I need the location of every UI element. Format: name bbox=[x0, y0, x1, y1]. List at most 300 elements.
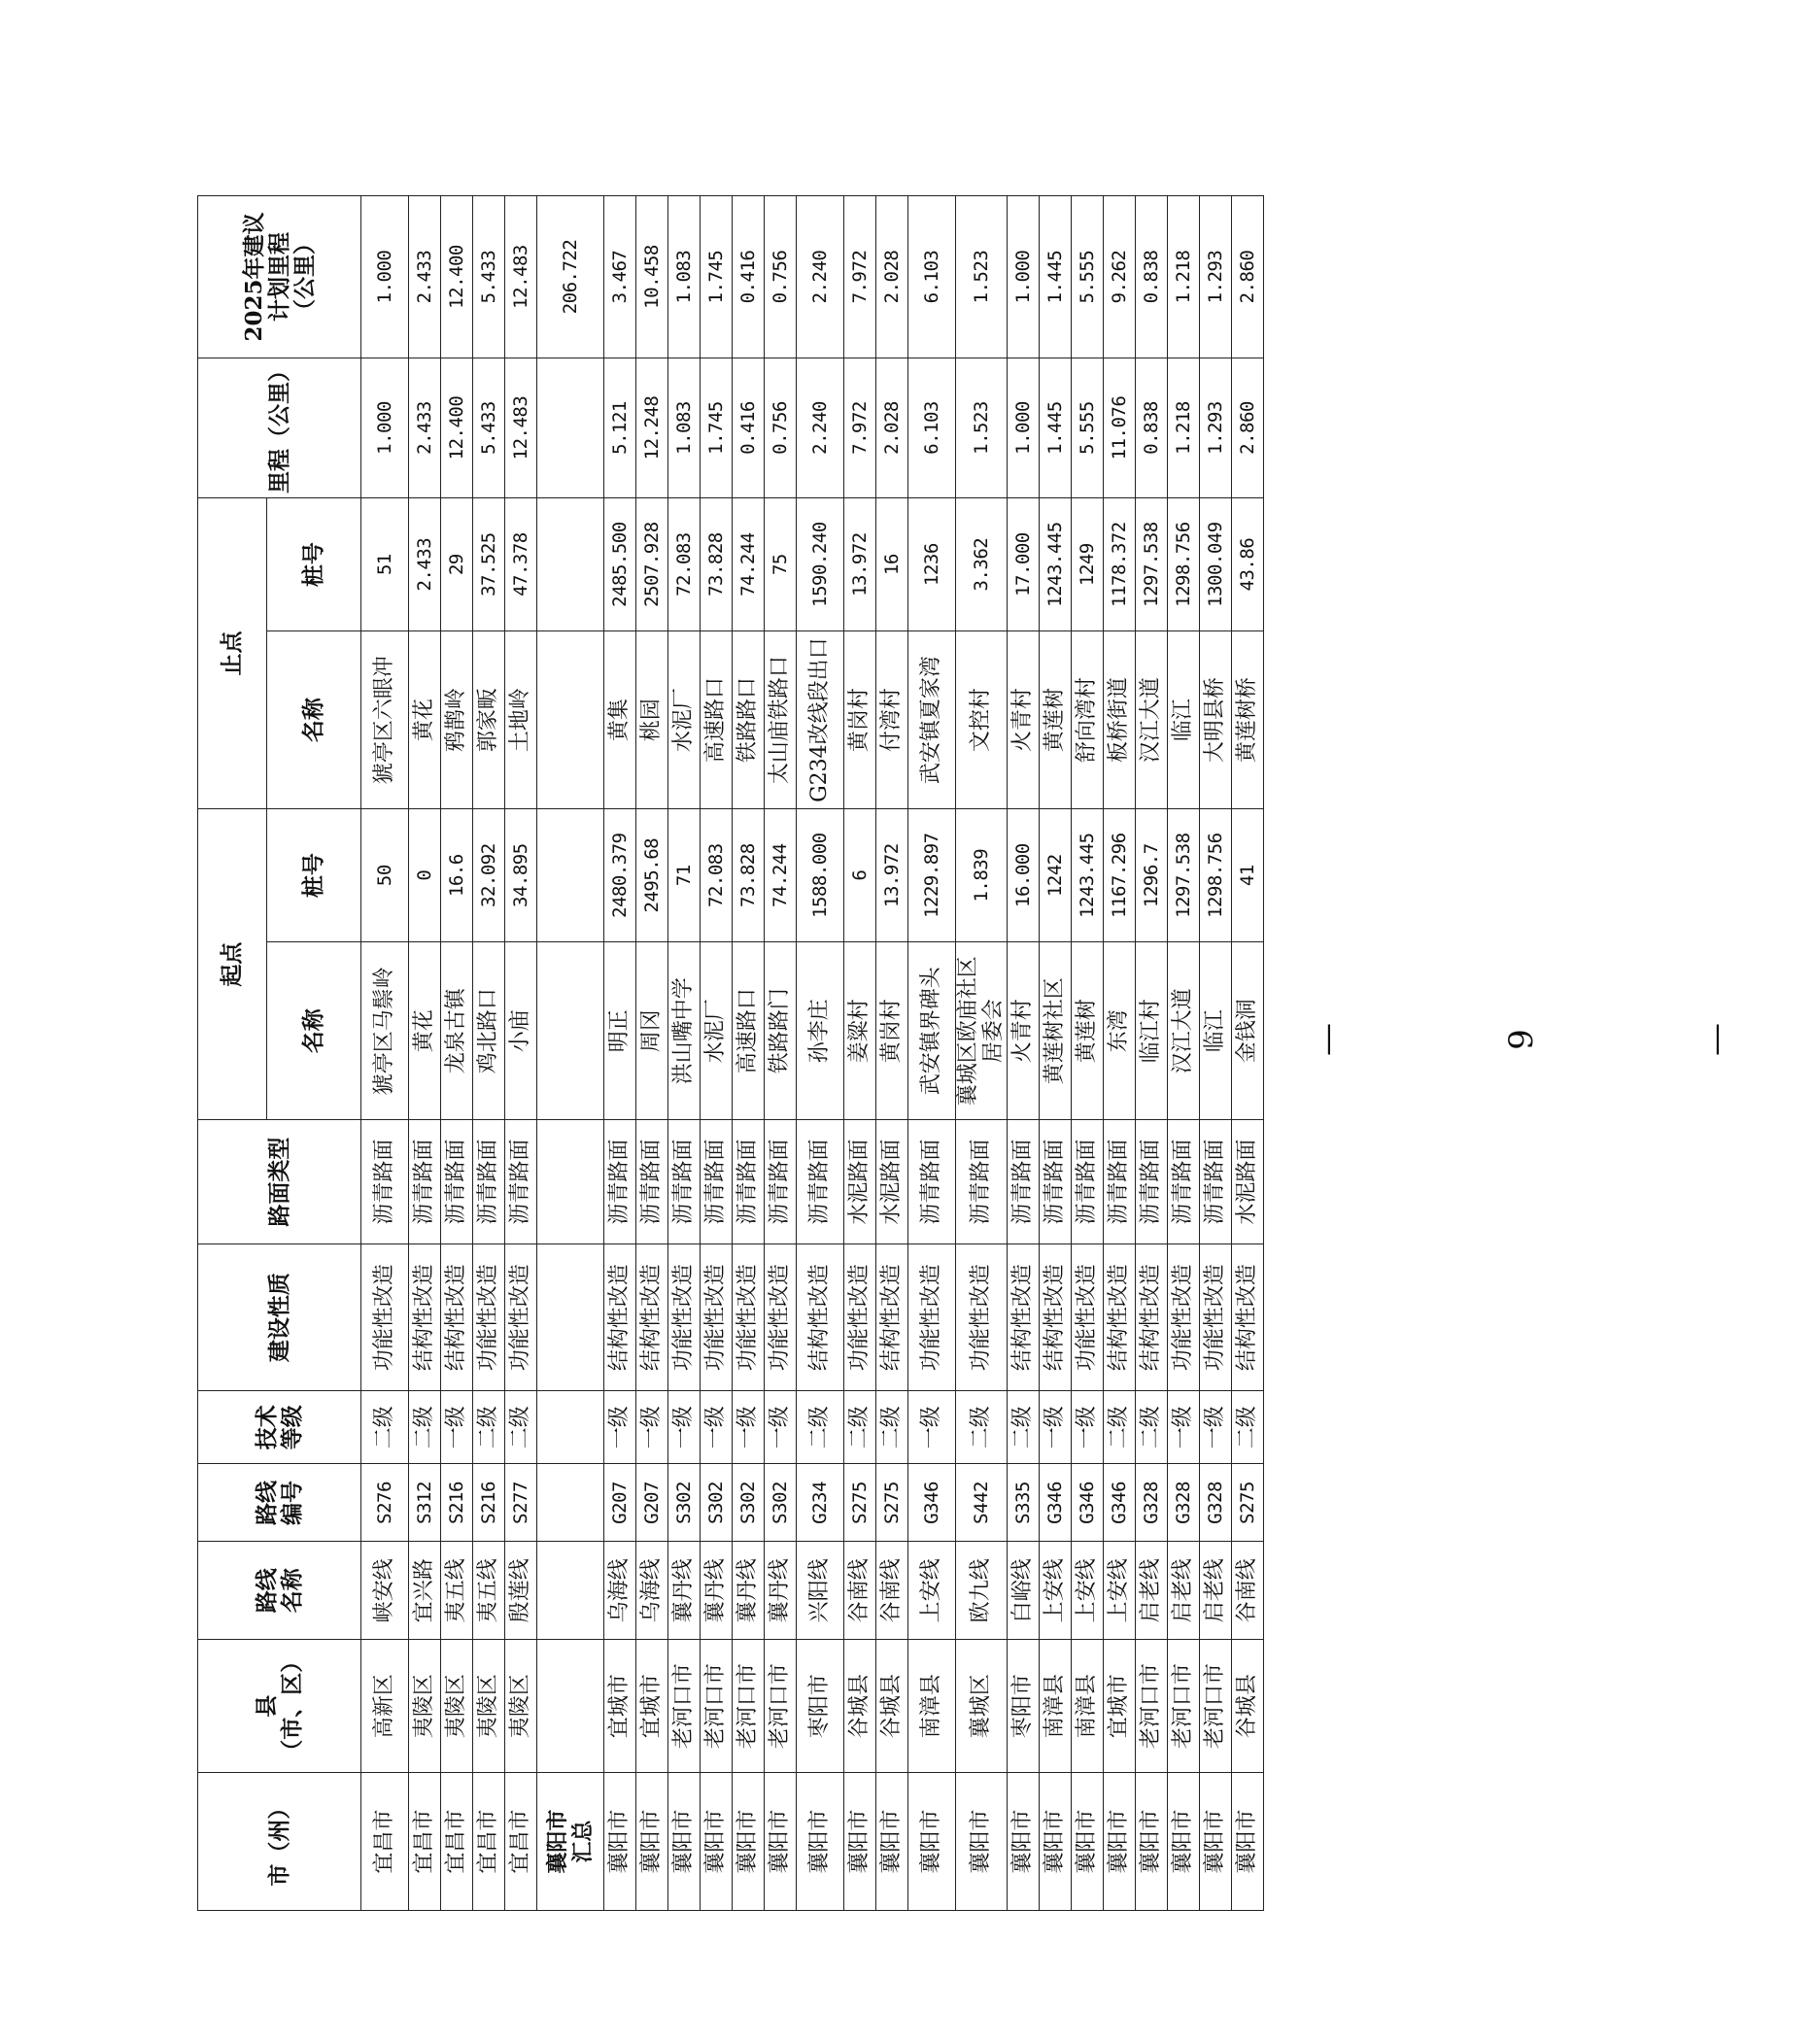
route-code-cell: S216 bbox=[473, 1464, 505, 1542]
header-county: 县 （市、区） bbox=[198, 1640, 361, 1773]
end-stake-cell: 1249 bbox=[1072, 498, 1104, 631]
tech-grade-cell: 二级 bbox=[1232, 1391, 1264, 1464]
table-row bbox=[409, 196, 441, 1911]
header-end-point: 止点 bbox=[198, 498, 267, 809]
start-name-cell: 姜粱村 bbox=[844, 942, 876, 1120]
route-name-cell: 白峪线 bbox=[1008, 1542, 1040, 1640]
start-stake-cell: 2480.379 bbox=[604, 809, 636, 942]
end-stake-cell: 37.525 bbox=[473, 498, 505, 631]
route-name-cell: 上安线 bbox=[908, 1542, 956, 1640]
construction-cell: 功能性改造 bbox=[473, 1244, 505, 1391]
route-name-cell: 上安线 bbox=[1040, 1542, 1072, 1640]
city-cell: 宜昌市 bbox=[361, 1773, 409, 1911]
start-stake-cell: 1588.000 bbox=[797, 809, 844, 942]
route-name-cell: 襄丹线 bbox=[765, 1542, 797, 1640]
tech-grade-cell: 一级 bbox=[1072, 1391, 1104, 1464]
mileage-cell bbox=[537, 358, 604, 497]
table-row bbox=[701, 196, 733, 1911]
start-name-cell: 武安镇界碑头 bbox=[908, 942, 956, 1120]
route-name-cell: 襄丹线 bbox=[668, 1542, 701, 1640]
end-stake-cell: 47.378 bbox=[505, 498, 537, 631]
mileage-cell: 5.121 bbox=[604, 358, 636, 497]
mileage-cell: 0.838 bbox=[1136, 358, 1168, 497]
end-name-cell: 武安镇夏家湾 bbox=[908, 631, 956, 809]
route-code-cell: G328 bbox=[1200, 1464, 1232, 1542]
city-cell: 宜昌市 bbox=[441, 1773, 473, 1911]
start-stake-cell: 1242 bbox=[1040, 809, 1072, 942]
table-row bbox=[668, 196, 701, 1911]
county-cell: 老河口市 bbox=[1200, 1640, 1232, 1773]
start-name-cell bbox=[537, 942, 604, 1120]
county-cell: 宜城市 bbox=[636, 1640, 668, 1773]
table-row bbox=[473, 196, 505, 1911]
plan-cell: 1.445 bbox=[1040, 196, 1072, 358]
route-code-cell: G346 bbox=[1040, 1464, 1072, 1542]
end-stake-cell: 1236 bbox=[908, 498, 956, 631]
county-cell: 老河口市 bbox=[668, 1640, 701, 1773]
pavement-cell: 沥青路面 bbox=[1200, 1120, 1232, 1244]
pavement-cell: 沥青路面 bbox=[701, 1120, 733, 1244]
pavement-cell: 沥青路面 bbox=[636, 1120, 668, 1244]
city-cell: 襄阳市 bbox=[1008, 1773, 1040, 1911]
tech-grade-cell: 二级 bbox=[956, 1391, 1008, 1464]
end-stake-cell: 74.244 bbox=[733, 498, 765, 631]
tech-grade-cell: 二级 bbox=[876, 1391, 908, 1464]
tech-grade-cell: 一级 bbox=[701, 1391, 733, 1464]
mileage-cell: 2.433 bbox=[409, 358, 441, 497]
construction-cell: 结构性改造 bbox=[441, 1244, 473, 1391]
end-stake-cell: 2.433 bbox=[409, 498, 441, 631]
route-name-cell: 上安线 bbox=[1104, 1542, 1136, 1640]
end-stake-cell: 2485.500 bbox=[604, 498, 636, 631]
city-cell: 襄阳市 bbox=[1104, 1773, 1136, 1911]
county-cell: 夷陵区 bbox=[473, 1640, 505, 1773]
mileage-cell: 5.433 bbox=[473, 358, 505, 497]
pavement-cell: 沥青路面 bbox=[1008, 1120, 1040, 1244]
county-cell: 老河口市 bbox=[701, 1640, 733, 1773]
plan-cell: 12.400 bbox=[441, 196, 473, 358]
mileage-cell: 12.400 bbox=[441, 358, 473, 497]
construction-cell: 功能性改造 bbox=[1200, 1244, 1232, 1391]
route-code-cell: S302 bbox=[765, 1464, 797, 1542]
route-code-cell: G234 bbox=[797, 1464, 844, 1542]
table-row bbox=[1168, 196, 1200, 1911]
end-name-cell: 土地岭 bbox=[505, 631, 537, 809]
city-cell: 宜昌市 bbox=[505, 1773, 537, 1911]
table-row bbox=[1200, 196, 1232, 1911]
end-name-cell: 桃园 bbox=[636, 631, 668, 809]
county-cell: 高新区 bbox=[361, 1640, 409, 1773]
plan-cell: 10.458 bbox=[636, 196, 668, 358]
route-code-cell bbox=[537, 1464, 604, 1542]
construction-cell: 功能性改造 bbox=[765, 1244, 797, 1391]
construction-cell: 功能性改造 bbox=[668, 1244, 701, 1391]
start-name-cell: 明正 bbox=[604, 942, 636, 1120]
table-row bbox=[1136, 196, 1168, 1911]
start-stake-cell: 0 bbox=[409, 809, 441, 942]
end-name-cell: 大明县桥 bbox=[1200, 631, 1232, 809]
city-cell: 襄阳市 bbox=[604, 1773, 636, 1911]
route-code-cell: S275 bbox=[1232, 1464, 1264, 1542]
tech-grade-cell: 二级 bbox=[473, 1391, 505, 1464]
end-stake-cell: 75 bbox=[765, 498, 797, 631]
construction-cell: 结构性改造 bbox=[409, 1244, 441, 1391]
end-stake-cell: 2507.928 bbox=[636, 498, 668, 631]
construction-cell bbox=[537, 1244, 604, 1391]
start-name-cell: 临江村 bbox=[1136, 942, 1168, 1120]
county-cell: 襄城区 bbox=[956, 1640, 1008, 1773]
plan-cell: 0.756 bbox=[765, 196, 797, 358]
plan-cell: 2.433 bbox=[409, 196, 441, 358]
tech-grade-cell: 一级 bbox=[441, 1391, 473, 1464]
county-cell: 南漳县 bbox=[908, 1640, 956, 1773]
table-row bbox=[765, 196, 797, 1911]
city-cell: 襄阳市 bbox=[797, 1773, 844, 1911]
start-stake-cell: 13.972 bbox=[876, 809, 908, 942]
table-body bbox=[361, 196, 1264, 1911]
start-stake-cell: 34.895 bbox=[505, 809, 537, 942]
route-code-cell: G346 bbox=[1072, 1464, 1104, 1542]
start-stake-cell: 1298.756 bbox=[1200, 809, 1232, 942]
plan-cell: 0.838 bbox=[1136, 196, 1168, 358]
table-row bbox=[1040, 196, 1072, 1911]
header-pavement: 路面类型 bbox=[198, 1120, 361, 1244]
table-row bbox=[361, 196, 409, 1911]
header-mileage: 里程（公里） bbox=[198, 358, 361, 497]
table-row bbox=[844, 196, 876, 1911]
plan-cell: 7.972 bbox=[844, 196, 876, 358]
city-cell: 襄阳市 bbox=[956, 1773, 1008, 1911]
route-code-cell: G328 bbox=[1136, 1464, 1168, 1542]
tech-grade-cell: 二级 bbox=[1136, 1391, 1168, 1464]
end-stake-cell: 13.972 bbox=[844, 498, 876, 631]
route-name-cell: 启老线 bbox=[1168, 1542, 1200, 1640]
route-code-cell: S302 bbox=[668, 1464, 701, 1542]
end-stake-cell: 1178.372 bbox=[1104, 498, 1136, 631]
city-cell: 襄阳市 bbox=[733, 1773, 765, 1911]
plan-cell: 2.240 bbox=[797, 196, 844, 358]
city-cell: 襄阳市 bbox=[1072, 1773, 1104, 1911]
plan-cell: 6.103 bbox=[908, 196, 956, 358]
header-construction: 建设性质 bbox=[198, 1244, 361, 1391]
start-name-cell: 周冈 bbox=[636, 942, 668, 1120]
tech-grade-cell: 二级 bbox=[505, 1391, 537, 1464]
construction-cell: 结构性改造 bbox=[1040, 1244, 1072, 1391]
route-code-cell: G207 bbox=[604, 1464, 636, 1542]
start-name-cell: 高速路口 bbox=[733, 942, 765, 1120]
end-stake-cell: 3.362 bbox=[956, 498, 1008, 631]
tech-grade-cell: 二级 bbox=[1008, 1391, 1040, 1464]
start-stake-cell: 1167.296 bbox=[1104, 809, 1136, 942]
city-cell: 襄阳市 bbox=[1040, 1773, 1072, 1911]
tech-grade-cell: 一级 bbox=[765, 1391, 797, 1464]
header-start-stake: 桩号 bbox=[267, 809, 361, 942]
end-stake-cell: 43.86 bbox=[1232, 498, 1264, 631]
county-cell: 南漳县 bbox=[1040, 1640, 1072, 1773]
end-stake-cell: 29 bbox=[441, 498, 473, 631]
end-stake-cell: 1297.538 bbox=[1136, 498, 1168, 631]
route-name-cell: 宜兴路 bbox=[409, 1542, 441, 1640]
start-name-cell: 洪山嘴中学 bbox=[668, 942, 701, 1120]
construction-cell: 功能性改造 bbox=[908, 1244, 956, 1391]
pavement-cell: 沥青路面 bbox=[765, 1120, 797, 1244]
table-row bbox=[604, 196, 636, 1911]
plan-cell: 0.416 bbox=[733, 196, 765, 358]
county-cell: 枣阳市 bbox=[1008, 1640, 1040, 1773]
table-row bbox=[797, 196, 844, 1911]
mileage-cell: 12.248 bbox=[636, 358, 668, 497]
route-name-cell: 夷五线 bbox=[441, 1542, 473, 1640]
route-code-cell: S302 bbox=[733, 1464, 765, 1542]
pavement-cell: 沥青路面 bbox=[1040, 1120, 1072, 1244]
plan-cell: 12.483 bbox=[505, 196, 537, 358]
plan-cell: 1.000 bbox=[1008, 196, 1040, 358]
route-name-cell: 襄丹线 bbox=[733, 1542, 765, 1640]
header-start-point: 起点 bbox=[198, 809, 267, 1120]
start-stake-cell: 1296.7 bbox=[1136, 809, 1168, 942]
end-name-cell: 临江 bbox=[1168, 631, 1200, 809]
plan-cell: 5.555 bbox=[1072, 196, 1104, 358]
plan-cell: 2.860 bbox=[1232, 196, 1264, 358]
route-code-cell: G207 bbox=[636, 1464, 668, 1542]
construction-cell: 功能性改造 bbox=[505, 1244, 537, 1391]
end-name-cell: 黄花 bbox=[409, 631, 441, 809]
pavement-cell: 沥青路面 bbox=[956, 1120, 1008, 1244]
start-name-cell: 襄城区欧庙社区居委会 bbox=[956, 942, 1008, 1120]
end-name-cell: 付湾村 bbox=[876, 631, 908, 809]
county-cell: 老河口市 bbox=[733, 1640, 765, 1773]
end-name-cell: 舒向湾村 bbox=[1072, 631, 1104, 809]
tech-grade-cell: 二级 bbox=[797, 1391, 844, 1464]
mileage-cell: 1.218 bbox=[1168, 358, 1200, 497]
city-cell: 襄阳市 汇总 bbox=[537, 1773, 604, 1911]
county-cell: 南漳县 bbox=[1072, 1640, 1104, 1773]
header-tech-grade: 技术 等级 bbox=[198, 1391, 361, 1464]
end-name-cell: 郭家畈 bbox=[473, 631, 505, 809]
start-name-cell: 黄莲树 bbox=[1072, 942, 1104, 1120]
mileage-cell: 1.445 bbox=[1040, 358, 1072, 497]
mileage-cell: 0.756 bbox=[765, 358, 797, 497]
end-name-cell: G234改线段出口 bbox=[797, 631, 844, 809]
end-name-cell: 黄集 bbox=[604, 631, 636, 809]
start-stake-cell: 41 bbox=[1232, 809, 1264, 942]
start-name-cell: 汉江大道 bbox=[1168, 942, 1200, 1120]
county-cell: 老河口市 bbox=[1136, 1640, 1168, 1773]
route-code-cell: G346 bbox=[1104, 1464, 1136, 1542]
pavement-cell: 沥青路面 bbox=[1104, 1120, 1136, 1244]
mileage-cell: 1.523 bbox=[956, 358, 1008, 497]
end-stake-cell: 1298.756 bbox=[1168, 498, 1200, 631]
plan-cell: 1.218 bbox=[1168, 196, 1200, 358]
start-name-cell: 猇亭区马鬃岭 bbox=[361, 942, 409, 1120]
end-name-cell: 汉江大道 bbox=[1136, 631, 1168, 809]
start-stake-cell: 73.828 bbox=[733, 809, 765, 942]
tech-grade-cell: 一级 bbox=[604, 1391, 636, 1464]
construction-cell: 结构性改造 bbox=[1136, 1244, 1168, 1391]
pavement-cell: 水泥路面 bbox=[844, 1120, 876, 1244]
construction-cell: 功能性改造 bbox=[956, 1244, 1008, 1391]
end-stake-cell: 51 bbox=[361, 498, 409, 631]
table-row bbox=[537, 196, 604, 1911]
pavement-cell: 沥青路面 bbox=[733, 1120, 765, 1244]
tech-grade-cell: 二级 bbox=[409, 1391, 441, 1464]
route-code-cell: G328 bbox=[1168, 1464, 1200, 1542]
route-name-cell: 峡安线 bbox=[361, 1542, 409, 1640]
pavement-cell: 沥青路面 bbox=[441, 1120, 473, 1244]
start-stake-cell: 1.839 bbox=[956, 809, 1008, 942]
route-code-cell: G346 bbox=[908, 1464, 956, 1542]
pavement-cell: 沥青路面 bbox=[668, 1120, 701, 1244]
mileage-cell: 2.860 bbox=[1232, 358, 1264, 497]
mileage-cell: 1.000 bbox=[1008, 358, 1040, 497]
route-code-cell: S312 bbox=[409, 1464, 441, 1542]
city-cell: 襄阳市 bbox=[1136, 1773, 1168, 1911]
mileage-cell: 2.028 bbox=[876, 358, 908, 497]
city-cell: 宜昌市 bbox=[473, 1773, 505, 1911]
mileage-cell: 5.555 bbox=[1072, 358, 1104, 497]
construction-cell: 功能性改造 bbox=[361, 1244, 409, 1391]
end-name-cell: 高速路口 bbox=[701, 631, 733, 809]
start-name-cell: 临江 bbox=[1200, 942, 1232, 1120]
plan-cell: 1.745 bbox=[701, 196, 733, 358]
plan-cell: 206.722 bbox=[537, 196, 604, 358]
end-name-cell: 黄莲树桥 bbox=[1232, 631, 1264, 809]
start-name-cell: 小庙 bbox=[505, 942, 537, 1120]
city-cell: 襄阳市 bbox=[1232, 1773, 1264, 1911]
county-cell: 谷城县 bbox=[844, 1640, 876, 1773]
route-code-cell: S442 bbox=[956, 1464, 1008, 1542]
city-cell: 襄阳市 bbox=[1168, 1773, 1200, 1911]
pavement-cell: 沥青路面 bbox=[797, 1120, 844, 1244]
header-plan-2025: 2025年建议 计划里程 （公里） bbox=[198, 196, 361, 358]
route-name-cell: 乌海线 bbox=[636, 1542, 668, 1640]
table-row bbox=[1008, 196, 1040, 1911]
route-name-cell: 谷南线 bbox=[876, 1542, 908, 1640]
start-stake-cell: 2495.68 bbox=[636, 809, 668, 942]
end-stake-cell: 73.828 bbox=[701, 498, 733, 631]
construction-cell: 功能性改造 bbox=[1168, 1244, 1200, 1391]
header-end-name: 名称 bbox=[267, 631, 361, 809]
end-name-cell bbox=[537, 631, 604, 809]
mileage-cell: 1.083 bbox=[668, 358, 701, 497]
city-cell: 襄阳市 bbox=[876, 1773, 908, 1911]
table-row bbox=[1104, 196, 1136, 1911]
tech-grade-cell: 一级 bbox=[1168, 1391, 1200, 1464]
header-route-code: 路线 编号 bbox=[198, 1464, 361, 1542]
end-name-cell: 太山庙铁路口 bbox=[765, 631, 797, 809]
start-name-cell: 东湾 bbox=[1104, 942, 1136, 1120]
start-name-cell: 火青村 bbox=[1008, 942, 1040, 1120]
plan-cell: 1.000 bbox=[361, 196, 409, 358]
pavement-cell bbox=[537, 1120, 604, 1244]
construction-cell: 功能性改造 bbox=[844, 1244, 876, 1391]
page-number: — 9 — bbox=[1308, 1023, 1735, 1056]
end-name-cell: 猇亭区六眼冲 bbox=[361, 631, 409, 809]
construction-cell: 功能性改造 bbox=[1072, 1244, 1104, 1391]
construction-cell: 功能性改造 bbox=[701, 1244, 733, 1391]
route-code-cell: S276 bbox=[361, 1464, 409, 1542]
header-start-name: 名称 bbox=[267, 942, 361, 1120]
table-row bbox=[505, 196, 537, 1911]
city-cell: 襄阳市 bbox=[844, 1773, 876, 1911]
county-cell: 老河口市 bbox=[765, 1640, 797, 1773]
start-stake-cell bbox=[537, 809, 604, 942]
start-stake-cell: 6 bbox=[844, 809, 876, 942]
pavement-cell: 沥青路面 bbox=[1136, 1120, 1168, 1244]
start-stake-cell: 32.092 bbox=[473, 809, 505, 942]
start-name-cell: 孙李庄 bbox=[797, 942, 844, 1120]
route-code-cell: S335 bbox=[1008, 1464, 1040, 1542]
end-stake-cell: 16 bbox=[876, 498, 908, 631]
route-name-cell: 殷莲线 bbox=[505, 1542, 537, 1640]
construction-cell: 结构性改造 bbox=[604, 1244, 636, 1391]
city-cell: 襄阳市 bbox=[701, 1773, 733, 1911]
plan-cell: 1.293 bbox=[1200, 196, 1232, 358]
tech-grade-cell: 一级 bbox=[733, 1391, 765, 1464]
construction-cell: 结构性改造 bbox=[797, 1244, 844, 1391]
plan-cell: 9.262 bbox=[1104, 196, 1136, 358]
start-name-cell: 黄岗村 bbox=[876, 942, 908, 1120]
start-name-cell: 龙泉古镇 bbox=[441, 942, 473, 1120]
start-name-cell: 黄花 bbox=[409, 942, 441, 1120]
plan-cell: 1.523 bbox=[956, 196, 1008, 358]
route-name-cell: 启老线 bbox=[1200, 1542, 1232, 1640]
plan-cell: 5.433 bbox=[473, 196, 505, 358]
route-name-cell: 兴阳线 bbox=[797, 1542, 844, 1640]
tech-grade-cell bbox=[537, 1391, 604, 1464]
plan-cell: 3.467 bbox=[604, 196, 636, 358]
construction-cell: 功能性改造 bbox=[733, 1244, 765, 1391]
table-row bbox=[733, 196, 765, 1911]
tech-grade-cell: 一级 bbox=[1040, 1391, 1072, 1464]
route-name-cell: 上安线 bbox=[1072, 1542, 1104, 1640]
end-name-cell: 火青村 bbox=[1008, 631, 1040, 809]
end-name-cell: 水泥厂 bbox=[668, 631, 701, 809]
end-name-cell: 黄岗村 bbox=[844, 631, 876, 809]
rotated-table-area bbox=[197, 195, 1309, 1911]
start-stake-cell: 1243.445 bbox=[1072, 809, 1104, 942]
table-row bbox=[956, 196, 1008, 1911]
mileage-cell: 1.293 bbox=[1200, 358, 1232, 497]
header-end-stake: 桩号 bbox=[267, 498, 361, 631]
table-row bbox=[876, 196, 908, 1911]
county-cell: 夷陵区 bbox=[505, 1640, 537, 1773]
city-cell: 宜昌市 bbox=[409, 1773, 441, 1911]
start-name-cell: 鸡北路口 bbox=[473, 942, 505, 1120]
mileage-cell: 6.103 bbox=[908, 358, 956, 497]
plan-cell: 2.028 bbox=[876, 196, 908, 358]
end-stake-cell: 1243.445 bbox=[1040, 498, 1072, 631]
county-cell: 谷城县 bbox=[1232, 1640, 1264, 1773]
end-name-cell: 鸦鹊岭 bbox=[441, 631, 473, 809]
route-name-cell: 启老线 bbox=[1136, 1542, 1168, 1640]
city-cell: 襄阳市 bbox=[908, 1773, 956, 1911]
start-stake-cell: 72.083 bbox=[701, 809, 733, 942]
end-stake-cell: 72.083 bbox=[668, 498, 701, 631]
pavement-cell: 沥青路面 bbox=[473, 1120, 505, 1244]
construction-cell: 结构性改造 bbox=[876, 1244, 908, 1391]
route-name-cell: 谷南线 bbox=[1232, 1542, 1264, 1640]
end-stake-cell: 1590.240 bbox=[797, 498, 844, 631]
end-stake-cell: 17.000 bbox=[1008, 498, 1040, 631]
route-code-cell: S216 bbox=[441, 1464, 473, 1542]
mileage-cell: 11.076 bbox=[1104, 358, 1136, 497]
end-name-cell: 铁路路口 bbox=[733, 631, 765, 809]
start-name-cell: 金钱洞 bbox=[1232, 942, 1264, 1120]
county-cell: 谷城县 bbox=[876, 1640, 908, 1773]
construction-cell: 结构性改造 bbox=[1104, 1244, 1136, 1391]
route-code-cell: S302 bbox=[701, 1464, 733, 1542]
